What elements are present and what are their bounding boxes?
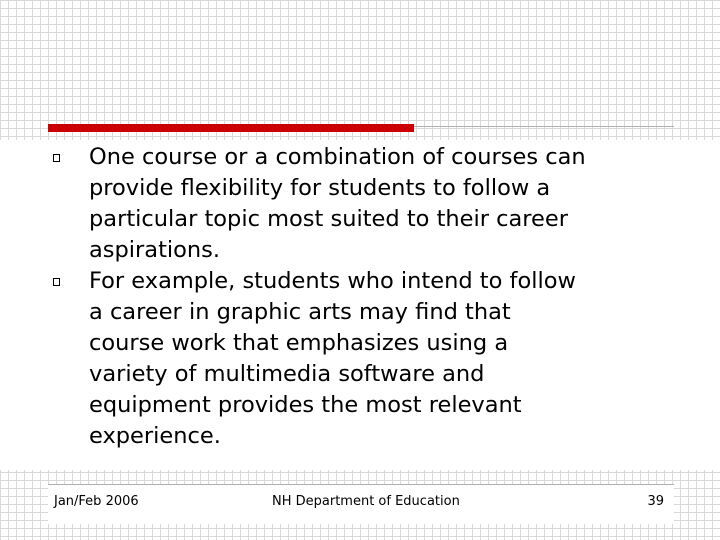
footer-date: Jan/Feb 2006 <box>54 494 139 509</box>
square-bullet-icon <box>53 278 60 286</box>
list-item <box>0 142 720 266</box>
title-accent-bar <box>48 124 414 132</box>
bullet-list <box>0 142 720 452</box>
square-bullet-icon <box>53 154 60 162</box>
bullet-text: One course or a combination of courses can provide flexibility for students to follow a particular topic most suited to their career aspirations. <box>89 144 586 263</box>
list-item <box>0 266 720 452</box>
page-number: 39 <box>647 494 664 509</box>
footer-divider-line <box>48 484 674 485</box>
bullet-text: For example, students who intend to follow a career in graphic arts may find that course work that emphasizes using a variety of multimedia software and equipment provides the most relevant experience. <box>89 268 576 449</box>
footer-organization: NH Department of Education <box>272 494 460 509</box>
